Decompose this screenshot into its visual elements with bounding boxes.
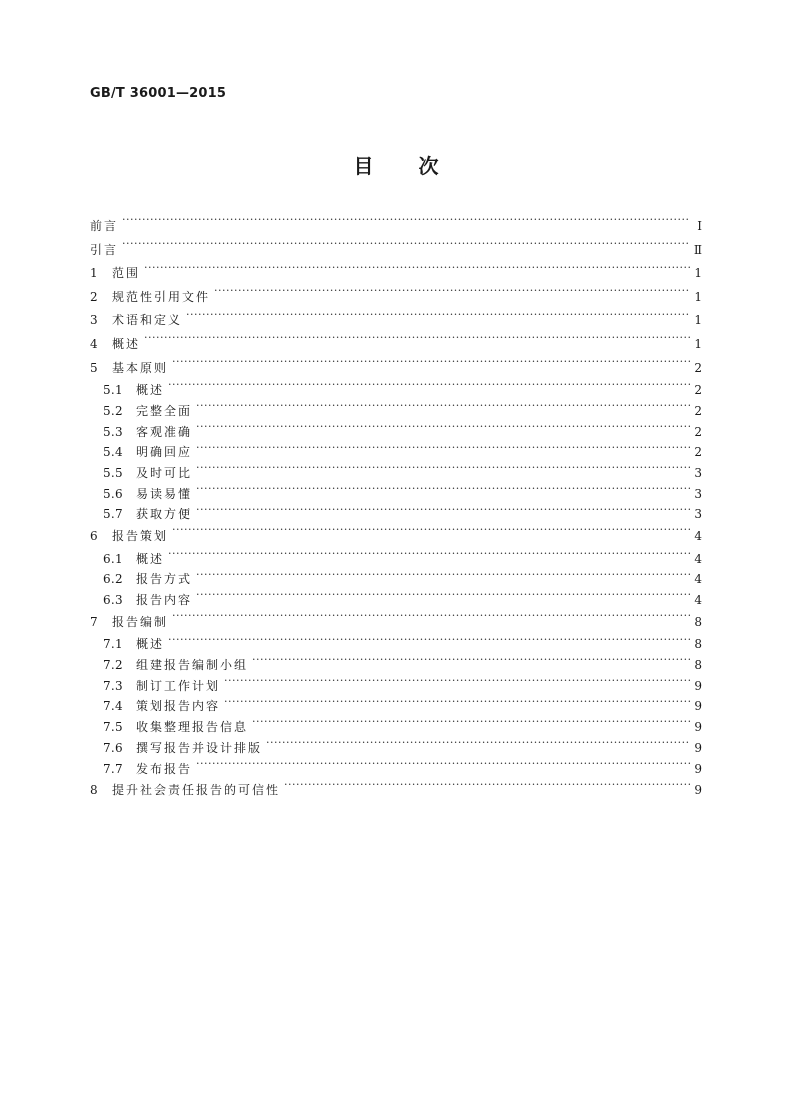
dot-leader [168,551,690,565]
toc-entry-page: 2 [694,383,702,398]
toc-entry[interactable] [90,442,702,463]
toc-entry[interactable] [90,676,702,697]
toc-entry[interactable] [90,655,702,676]
toc-entry-number: 6.3 [103,593,123,608]
toc-entry-page: 8 [694,637,702,652]
toc-entry-number: 6 [90,529,98,544]
table-of-contents [90,215,702,803]
toc-entry[interactable] [90,333,702,357]
toc-entry-label: 明确回应 [136,445,193,460]
toc-entry[interactable] [90,759,702,780]
toc-entry-number: 7 [90,614,98,629]
dot-leader [196,486,690,500]
toc-entry-label: 撰写报告并设计排版 [136,740,263,755]
toc-entry-label: 及时可比 [136,465,193,480]
standard-number: GB/T 36001—2015 [90,86,227,101]
toc-entry-label: 引言 [90,242,119,257]
toc-entry-number: 5.1 [103,383,123,398]
dot-leader [224,678,690,692]
toc-entry-number: 5.2 [103,403,123,418]
toc-entry-number: 8 [90,783,98,798]
toc-entry-number: 5.3 [103,424,123,439]
toc-entry[interactable] [90,696,702,717]
toc-entry-label: 报告编制 [112,614,169,629]
toc-entry-label: 报告内容 [136,593,193,608]
dot-leader [196,761,690,775]
toc-entry[interactable] [90,380,702,401]
toc-entry-page: 9 [694,699,702,714]
toc-entry-number: 7.6 [103,740,123,755]
toc-entry[interactable] [90,463,702,484]
toc-entry-label: 概述 [136,637,165,652]
toc-entry[interactable] [90,717,702,738]
toc-entry-label: 报告方式 [136,572,193,587]
toc-entry-page: 4 [694,529,702,544]
toc-entry-page: 3 [694,486,702,501]
dot-leader [196,592,690,606]
toc-entry-page: 1 [694,266,702,281]
toc-entry[interactable] [90,262,702,286]
toc-entry-label: 基本原则 [112,360,169,375]
dot-leader [168,382,690,396]
toc-entry-label: 术语和定义 [112,313,183,328]
toc-entry-page: 3 [694,465,702,480]
dot-leader [122,218,690,232]
dot-leader [172,360,690,374]
toc-entry-number: 7.3 [103,678,123,693]
toc-entry[interactable] [90,779,702,803]
dot-leader [252,657,690,671]
toc-entry-page: 1 [694,289,702,304]
toc-entry-page: 2 [694,445,702,460]
toc-entry-page: 8 [694,614,702,629]
toc-entry-label: 策划报告内容 [136,699,221,714]
toc-entry-page: 4 [694,572,702,587]
dot-leader [172,528,690,542]
toc-entry-number: 7.5 [103,720,123,735]
dot-leader [196,403,690,417]
dot-leader [186,312,690,326]
dot-leader [122,242,690,256]
dot-leader [168,636,690,650]
toc-entry-page: 9 [694,720,702,735]
toc-entry-page: 4 [694,593,702,608]
toc-entry-page: 2 [694,424,702,439]
toc-entry[interactable] [90,611,702,635]
dot-leader [196,465,690,479]
toc-entry-page: Ⅰ [697,219,702,233]
toc-entry-label: 概述 [112,336,141,351]
toc-entry[interactable] [90,422,702,443]
toc-entry-number: 3 [90,313,98,328]
toc-entry-label: 组建报告编制小组 [136,658,249,673]
toc-entry-label: 发布报告 [136,761,193,776]
toc-entry[interactable] [90,549,702,570]
toc-entry-number: 6.2 [103,572,123,587]
dot-leader [196,506,690,520]
toc-entry[interactable] [90,286,702,310]
toc-entry-page: 9 [694,740,702,755]
dot-leader [224,698,690,712]
toc-entry[interactable] [90,590,702,611]
toc-entry-number: 7.4 [103,699,123,714]
dot-leader [252,719,690,733]
toc-entry-page: 2 [694,403,702,418]
toc-entry-label: 提升社会责任报告的可信性 [112,783,281,798]
toc-entry-number: 7.1 [103,637,123,652]
toc-entry-label: 制订工作计划 [136,678,221,693]
toc-entry-label: 完整全面 [136,403,193,418]
toc-entry-label: 收集整理报告信息 [136,720,249,735]
page-title: 目 次 [353,154,439,178]
toc-entry-number: 4 [90,336,98,351]
toc-entry-number: 5.7 [103,507,123,522]
toc-entry-page: 9 [694,783,702,798]
toc-entry[interactable] [90,484,702,505]
toc-entry[interactable] [90,357,702,381]
toc-entry[interactable] [90,239,702,263]
toc-entry-number: 6.1 [103,551,123,566]
toc-entry-label: 获取方便 [136,507,193,522]
toc-entry-number: 5.6 [103,486,123,501]
dot-leader [196,424,690,438]
toc-entry-label: 规范性引用文件 [112,289,211,304]
dot-leader [284,782,690,796]
dot-leader [144,336,690,350]
toc-entry-label: 概述 [136,383,165,398]
toc-entry[interactable] [90,215,702,239]
toc-entry[interactable] [90,401,702,422]
toc-entry[interactable] [90,525,702,549]
toc-entry-page: 9 [694,678,702,693]
toc-entry-page: Ⅱ [693,242,702,257]
toc-entry-page: 2 [694,360,702,375]
dot-leader [214,289,690,303]
toc-entry-page: 1 [694,313,702,328]
toc-entry-page: 8 [694,658,702,673]
toc-entry-page: 3 [694,507,702,522]
toc-entry[interactable] [90,504,702,525]
toc-entry-number: 7.2 [103,658,123,673]
dot-leader [196,444,690,458]
dot-leader [266,740,690,754]
toc-entry[interactable] [90,569,702,590]
toc-entry-number: 5.4 [103,445,123,460]
toc-entry-label: 报告策划 [112,529,169,544]
toc-entry-page: 1 [694,336,702,351]
toc-entry[interactable] [90,738,702,759]
toc-entry-number: 5.5 [103,465,123,480]
toc-entry-label: 范围 [112,266,141,281]
dot-leader [172,614,690,628]
toc-entry-page: 4 [694,551,702,566]
toc-entry-label: 客观准确 [136,424,193,439]
toc-entry-number: 2 [90,289,98,304]
dot-leader [196,571,690,585]
toc-entry-number: 1 [90,266,98,281]
toc-entry-label: 概述 [136,551,165,566]
toc-entry-number: 7.7 [103,761,123,776]
toc-entry-page: 9 [694,761,702,776]
toc-entry-label: 前言 [90,219,119,233]
toc-entry-number: 5 [90,360,98,375]
dot-leader [144,265,690,279]
toc-entry[interactable] [90,309,702,333]
toc-entry[interactable] [90,634,702,655]
toc-entry-label: 易读易懂 [136,486,193,501]
